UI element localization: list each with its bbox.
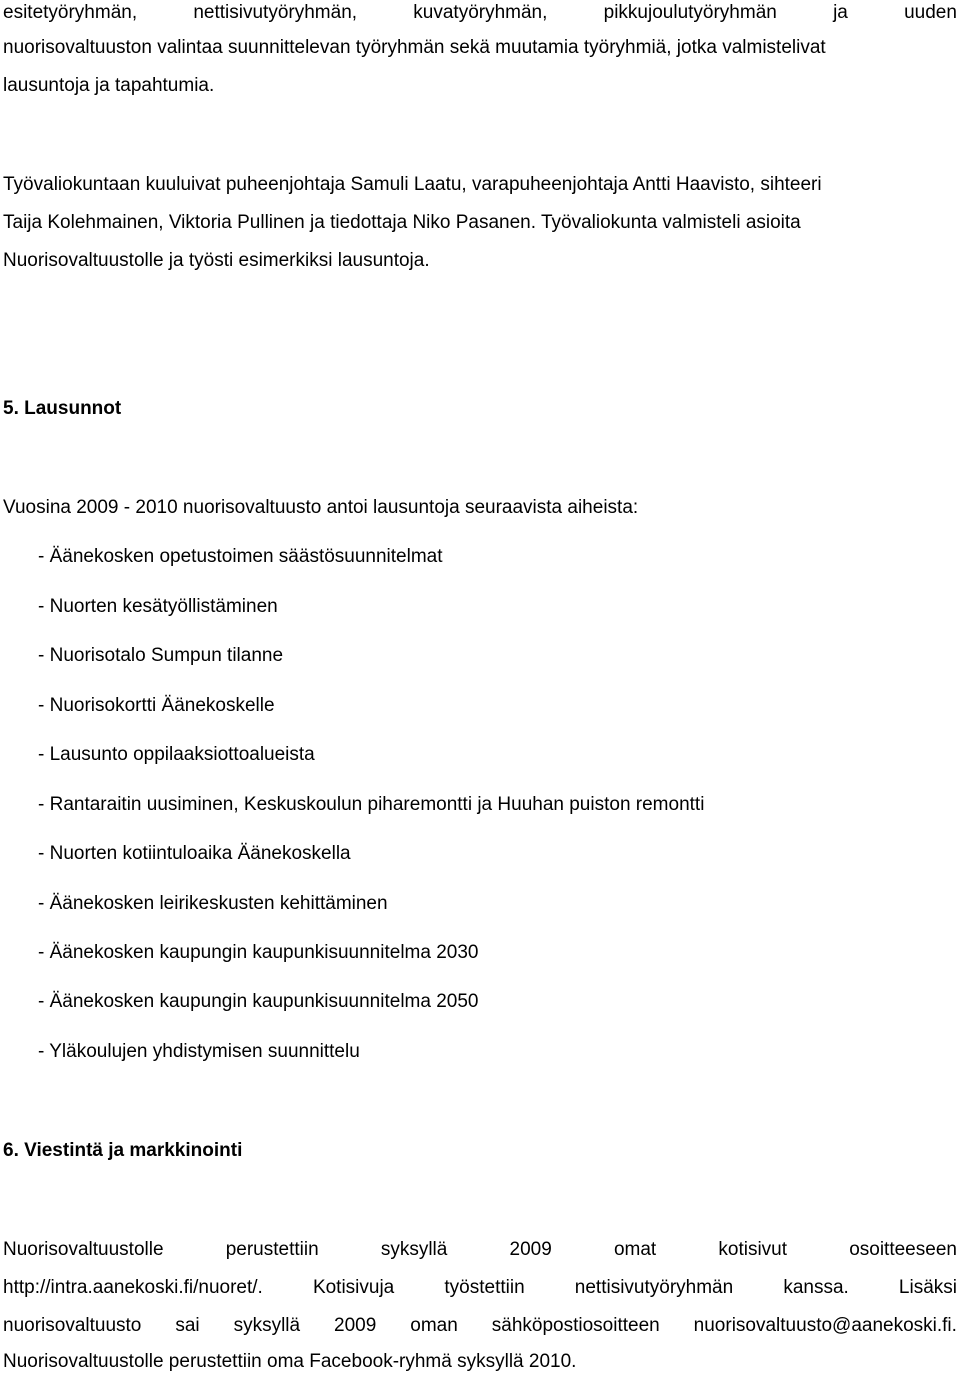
- section-6-line-3: [3, 1313, 957, 1339]
- word: Nuorisovaltuustolle: [3, 1239, 164, 1260]
- word: ja: [833, 2, 848, 23]
- executive-line-1: Työvaliokuntaan kuuluivat puheenjohtaja Samuli Laatu, varapuheenjohtaja Antti Haavisto, sihteeri: [3, 174, 822, 195]
- executive-line-2: Taija Kolehmainen, Viktoria Pullinen ja tiedottaja Niko Pasanen. Työvaliokunta valmisteli asioita: [3, 212, 801, 233]
- section-5-heading: 5. Lausunnot: [3, 398, 122, 419]
- word: työstettiin: [444, 1277, 525, 1298]
- word: nuorisovaltuusto: [3, 1315, 142, 1336]
- executive-line-3: Nuorisovaltuustolle ja työsti esimerkiksi lausuntoja.: [3, 250, 430, 271]
- section-6-line-2: [3, 1275, 957, 1301]
- word: uuden: [904, 2, 957, 23]
- list-item: - Äänekosken kaupungin kaupunkisuunnitelma 2050: [38, 991, 479, 1012]
- homepage-url-link[interactable]: http://intra.aanekoski.fi/nuoret/.: [3, 1277, 263, 1298]
- word: sai: [175, 1315, 200, 1336]
- word: sähköpostiosoitteen: [491, 1315, 660, 1336]
- word: nettisivutyöryhmän,: [193, 2, 358, 23]
- list-item: - Lausunto oppilaaksiottoalueista: [38, 744, 315, 765]
- word: 2009: [509, 1239, 552, 1260]
- word: esitetyöryhmän,: [3, 2, 138, 23]
- word: kanssa.: [783, 1277, 849, 1298]
- list-item: - Rantaraitin uusiminen, Keskuskoulun piharemontti ja Huuhan puiston remontti: [38, 794, 705, 815]
- word: osoitteeseen: [849, 1239, 957, 1260]
- section-5-intro: Vuosina 2009 - 2010 nuorisovaltuusto antoi lausuntoja seuraavista aiheista:: [3, 497, 639, 518]
- word: kuvatyöryhmän,: [413, 2, 548, 23]
- section-6-heading: 6. Viestintä ja markkinointi: [3, 1140, 243, 1161]
- word: syksyllä: [380, 1239, 448, 1260]
- section-6-line-4: Nuorisovaltuustolle perustettiin oma Facebook-ryhmä syksyllä 2010.: [3, 1351, 577, 1372]
- word: 2009: [334, 1315, 377, 1336]
- email-link[interactable]: nuorisovaltuusto@aanekoski.fi.: [693, 1315, 957, 1336]
- word: perustettiin: [225, 1239, 319, 1260]
- section-6-line-1: [3, 1237, 957, 1263]
- word: nettisivutyöryhmän: [574, 1277, 734, 1298]
- list-item: - Yläkoulujen yhdistymisen suunnittelu: [38, 1041, 360, 1062]
- word: Kotisivuja: [312, 1277, 395, 1298]
- word: omat: [613, 1239, 657, 1260]
- list-item: - Nuorten kotiintuloaika Äänekoskella: [38, 843, 351, 864]
- list-item: - Nuorisotalo Sumpun tilanne: [38, 645, 284, 666]
- list-item: - Äänekosken leirikeskusten kehittäminen: [38, 893, 388, 914]
- list-item: - Nuorisokortti Äänekoskelle: [38, 695, 275, 716]
- word: syksyllä: [233, 1315, 301, 1336]
- word: oman: [410, 1315, 458, 1336]
- word: pikkujoulutyöryhmän: [603, 2, 777, 23]
- word: kotisivut: [718, 1239, 788, 1260]
- list-item: - Äänekosken kaupungin kaupunkisuunnitelma 2030: [38, 942, 479, 963]
- intro-line-3: lausuntoja ja tapahtumia.: [3, 75, 215, 96]
- intro-line-2: nuorisovaltuuston valintaa suunnittelevan työryhmän sekä muutamia työryhmiä, jotka valmistelivat: [3, 37, 826, 58]
- list-item: - Nuorten kesätyöllistäminen: [38, 596, 278, 617]
- word: Lisäksi: [898, 1277, 957, 1298]
- list-item: - Äänekosken opetustoimen säästösuunnitelmat: [38, 546, 443, 567]
- intro-line-1: [3, 0, 957, 26]
